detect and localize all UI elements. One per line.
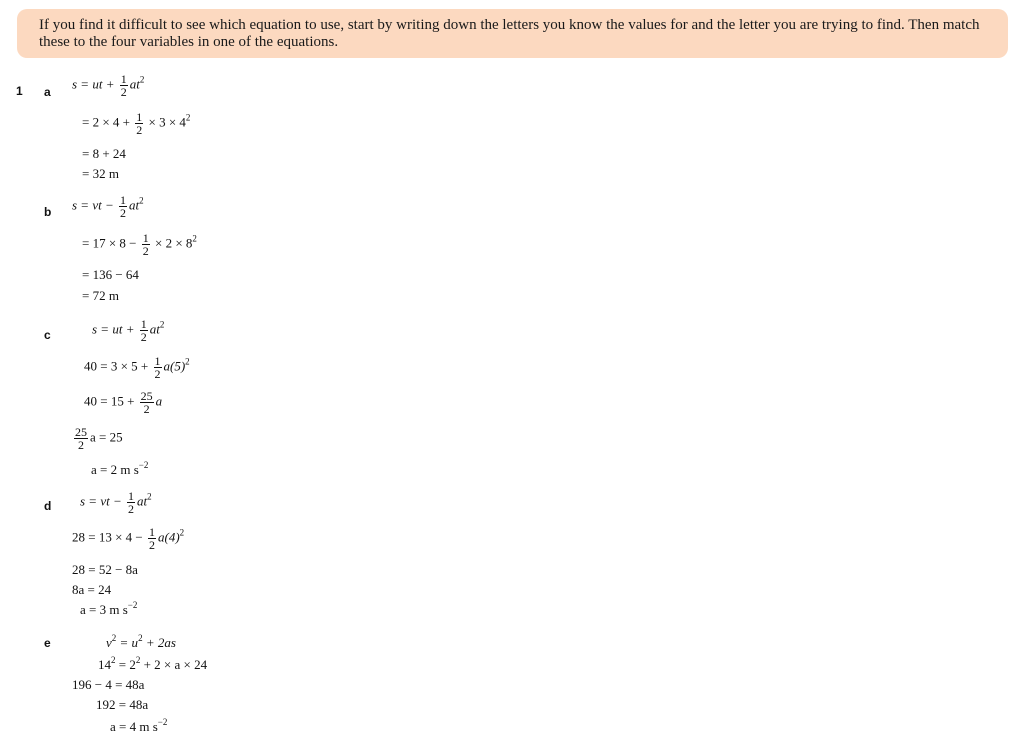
fraction: $\frac{25}{2}$ — [75, 425, 87, 452]
part-label-a: a — [44, 85, 51, 99]
equation-c-2: 40 = 3 × 5 + $\frac{1}{2}$ $a(5)^2$ — [84, 354, 190, 381]
part-label-c: c — [44, 328, 51, 342]
fraction: $\frac{1}{2}$ — [120, 72, 127, 99]
equation-b-1: s = vt − $\frac{1}{2}$ $at^2$ — [72, 193, 144, 220]
equation-a-4: = 32 m — [82, 166, 119, 181]
fraction: $\frac{1}{2}$ — [128, 489, 134, 516]
tip-box — [17, 9, 1008, 58]
equation-c-1: s = ut + $\frac{1}{2}$ $at^2$ — [92, 317, 165, 344]
fraction: $\frac{1}{2}$ — [120, 193, 126, 220]
tip-text: If you find it difficult to see which equation to use, start by writing down the letters you know the values for and the letter you are trying to find. Then match these to the four variables in one of the equations. — [39, 17, 980, 50]
equation-c-3: 40 = 15 + $\frac{25}{2}$ a — [84, 389, 163, 416]
equation-d-4: 8a = 24 — [72, 582, 112, 597]
equation-a-1: s = ut + $\frac{1}{2}$ $at^2$ — [72, 72, 145, 99]
part-label-b: b — [44, 205, 52, 219]
fraction: $\frac{1}{2}$ — [154, 354, 161, 381]
part-label-e: e — [44, 636, 51, 650]
question-number: 1 — [16, 84, 23, 98]
equation-d-2: 28 = 13 × 4 − $\frac{1}{2}$ $a(4)^2$ — [72, 525, 185, 552]
equation-b-2: = 17 × 8 − $\frac{1}{2}$ × $2 \times 8^2$ — [82, 231, 197, 258]
fraction: $\frac{25}{2}$ — [140, 389, 153, 416]
fraction: $\frac{1}{2}$ — [149, 525, 155, 552]
equation-e-4: 192 = 48a — [96, 697, 149, 712]
equation-e-1: $v^2 = u^2 + 2as$ — [106, 633, 176, 650]
equation-a-3: = 8 + 24 — [82, 146, 126, 161]
fraction: $\frac{1}{2}$ — [140, 317, 147, 344]
equation-c-4: $\frac{25}{2}$ a = 25 — [75, 425, 123, 452]
equation-a-2: = 2 × 4 + $\frac{1}{2}$ × $3 \times 4^2$ — [82, 110, 191, 137]
equation-b-3: = 136 − 64 — [82, 267, 139, 282]
fraction: $\frac{1}{2}$ — [142, 231, 149, 258]
equation-e-5: a = 4 m $s^{-2}$ — [110, 717, 168, 734]
equation-d-1: s = vt − $\frac{1}{2}$ $at^2$ — [80, 489, 152, 516]
equation-d-5: a = 3 m $s^{-2}$ — [80, 600, 138, 617]
equation-b-4: = 72 m — [82, 288, 119, 303]
equation-d-3: 28 = 52 − 8a — [72, 562, 138, 577]
equation-e-2: $14^2 = 2^2 + 2 \times a \times 24$ — [98, 655, 208, 672]
equation-e-3: 196 − 4 = 48a — [72, 677, 145, 692]
equation-c-5: a = 2 m $s^{-2}$ — [91, 460, 149, 477]
fraction: $\frac{1}{2}$ — [136, 110, 143, 137]
part-label-d: d — [44, 499, 52, 513]
